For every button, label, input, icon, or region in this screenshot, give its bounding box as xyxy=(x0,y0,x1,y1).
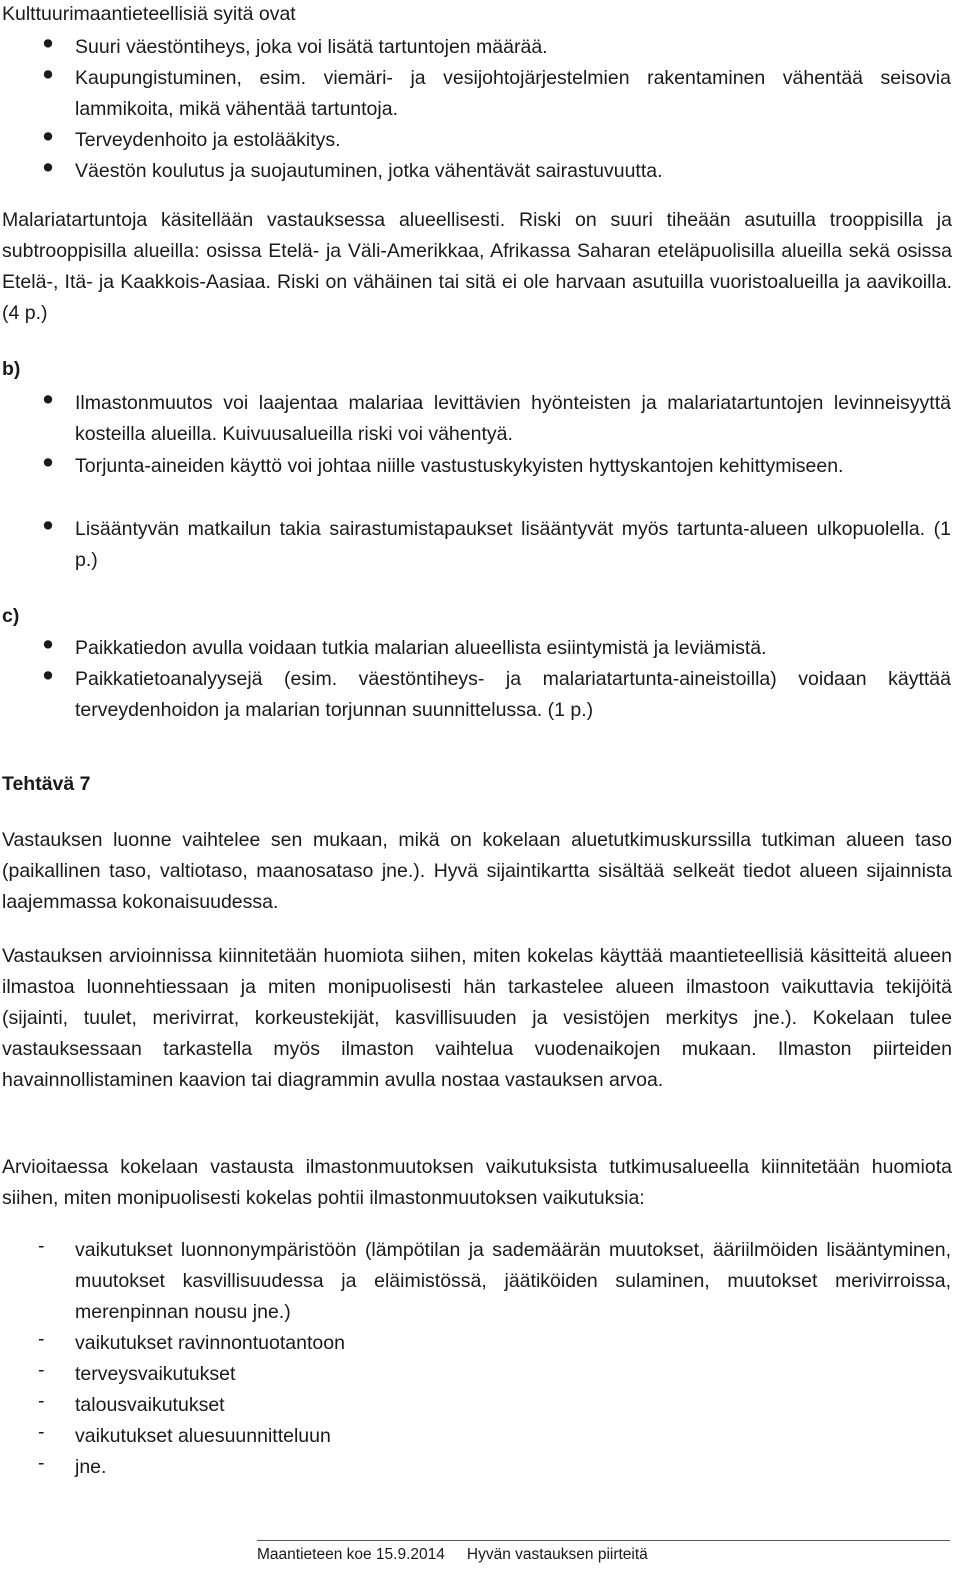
paragraph-2: Vastauksen arvioinnissa kiinnitetään huomiota siihen, miten kokelas käyttää maantieteellisiä käsitteitä alueen ilmastoa luonnehtiessaan ja miten monipuolisesti hän tarkastelee alueen ilmastoon vaikuttavia tekijöitä (sijainti, tuulet, merivirrat, korkeustekijät, kasvillisuuden ja vesistöjen merkitys jne.). Kokelaan tulee vastauksessaan tarkastella myös ilmaston vaihtelua vuodenaikojen mukaan. Ilmaston piirteiden havainnollistaminen kaavion tai diagrammin avulla nostaa vastauksen arvoa. xyxy=(2,945,952,1091)
bullet-icon: ● xyxy=(42,664,54,686)
paragraph-malaria: Malariatartuntoja käsitellään vastauksessa alueellisesti. Riski on suuri tiheään asutuilla trooppisilla ja subtrooppisilla alueilla: osissa Etelä- ja Väli-Amerikkaa, Afrikassa Saharan eteläpuolisilla alueilla sekä osissa Etelä-, Itä- ja Kaakkois-Aasiaa. Riski on vähäinen tai sitä ei ole harvaan asutuilla vuoristoalueilla ja aavikoilla. (4 p.) xyxy=(2,209,952,324)
label-c: c) xyxy=(2,605,20,627)
bullet-icon: ● xyxy=(42,32,54,54)
bullet-icon: ● xyxy=(42,63,54,85)
dash-marker: - xyxy=(38,1328,45,1350)
dash-marker: - xyxy=(38,1452,45,1474)
bullet-icon: ● xyxy=(42,633,54,655)
footer-right: Hyvän vastauksen piirteitä xyxy=(466,1546,648,1563)
footer-divider xyxy=(257,1540,950,1541)
document-page: Kulttuurimaantieteellisiä syitä ovat ● Suuri väestöntiheys, joka voi lisätä tartuntojen määrää. ● Kaupungistuminen, esim. viemäri- ja vesijohtojärjestelmien rakentaminen vähentää seisovia lammikoita, mikä vähentää tartuntoja. ● Terveydenhoito ja estolääkitys. ● Väestön koulutus ja suojautuminen, jotka vähentävät sairastuvuutta. Malariatartuntoja käsitellään vastauksessa alueellisesti. Riski on suuri tiheään asutuilla trooppisilla ja subtrooppisilla alueilla: osissa Etelä- ja Väli-Amerikkaa, Afrikassa Saharan eteläpuolisilla alueilla sekä osissa Etelä-, Itä- ja Kaakkois-Aasiaa. Riski on vähäinen tai sitä ei ole harvaan asutuilla vuoristoalueilla ja aavikoilla. (4 p.) b) ● Ilmastonmuutos voi laajentaa malariaa levittävien hyönteisten ja malariatartuntojen levinneisyyttä kosteilla alueilla. Kuivuusalueilla riski voi vähentyä. ● Torjunta-aineiden käyttö voi johtaa niille vastustuskykyisten hyttyskantojen kehittymiseen. ● Lisääntyvän matkailun takia sairastumistapaukset lisääntyvät myös tartunta-alueen ulkopuolella. (1 p.) c) ● Paikkatiedon avulla voidaan tutkia malarian alueellista esiintymistä ja leviämistä. ● Paikkatietoanalyysejä (esim. väestöntiheys- ja malariatartunta-aineistoilla) voidaan käyttää terveydenhoidon ja malarian torjunnan suunnittelussa. (1 p.) Tehtävä 7 Vastauksen luonne vaihtelee sen mukaan, mikä on kokelaan aluetutkimuskurssilla tutkiman alueen taso (paikallinen taso, valtiotaso, maanosataso jne.). Hyvä sijaintikartta sisältää selkeät tiedot alueen sijainnista laajemmassa kokonaisuudessa. Vastauksen arvioinnissa kiinnitetään huomiota siihen, miten kokelas käyttää maantieteellisiä käsitteitä alueen ilmastoa luonnehtiessaan ja miten monipuolisesti hän tarkastelee alueen ilmastoon vaikuttavia tekijöitä (sijainti, tuulet, merivirrat, korkeustekijät, kasvillisuuden ja vesistöjen merkitys jne.). Kokelaan tulee vastauksessaan tarkastella myös ilmaston vaihtelua vuodenaikojen mukaan. Ilmaston piirteiden havainnollistaminen kaavion tai diagrammin avulla nostaa vastauksen arvoa. Arvioitaessa kokelaan vastausta ilmastonmuutoksen vaikutuksista tutkimusalueella kiinnitetään huomiota siihen, miten monipuolisesti kokelas pohtii ilmastonmuutoksen vaikutuksia: - vaikutukset luonnonympäristöön (lämpötilan ja sademäärän muutokset, ääriilmöiden lisääntyminen, muutokset kasvillisuudessa ja eläimistössä, jäätiköiden sulaminen, muutokset merivirroissa, merenpinnan nousu jne.) - vaikutukset ravinnontuotantoon - terveysvaikutukset - talousvaikutukset - vaikutukset aluesuunnitteluun - jne. Maantieteen koe 15.9.2014 Hyvän vastauksen piirteitä xyxy=(0,0,960,1576)
dash-marker: - xyxy=(38,1390,45,1412)
dash-marker: - xyxy=(38,1359,45,1381)
bullet-icon: ● xyxy=(42,156,54,178)
footer-left: Maantieteen koe 15.9.2014 xyxy=(257,1546,445,1563)
bullet-icon: ● xyxy=(42,388,54,410)
task-title: Tehtävä 7 xyxy=(2,773,91,795)
paragraph-1: Vastauksen luonne vaihtelee sen mukaan, mikä on kokelaan aluetutkimuskurssilla tutkiman alueen taso (paikallinen taso, valtiotaso, maanosataso jne.). Hyvä sijaintikartta sisältää selkeät tiedot alueen sijainnista laajemmassa kokonaisuudessa. xyxy=(2,829,952,913)
label-b: b) xyxy=(2,358,21,380)
bullet-icon: ● xyxy=(42,125,54,147)
paragraph-3: Arvioitaessa kokelaan vastausta ilmastonmuutoksen vaikutuksista tutkimusalueella kiinnitetään huomiota siihen, miten monipuolisesti kokelas pohtii ilmastonmuutoksen vaikutuksia: xyxy=(2,1156,952,1209)
bullet-icon: ● xyxy=(42,514,54,536)
dash-marker: - xyxy=(38,1235,45,1257)
section-heading: Kulttuurimaantieteellisiä syitä ovat xyxy=(2,3,296,25)
dash-marker: - xyxy=(38,1421,45,1443)
bullet-icon: ● xyxy=(42,451,54,473)
page-footer xyxy=(257,1544,648,1566)
